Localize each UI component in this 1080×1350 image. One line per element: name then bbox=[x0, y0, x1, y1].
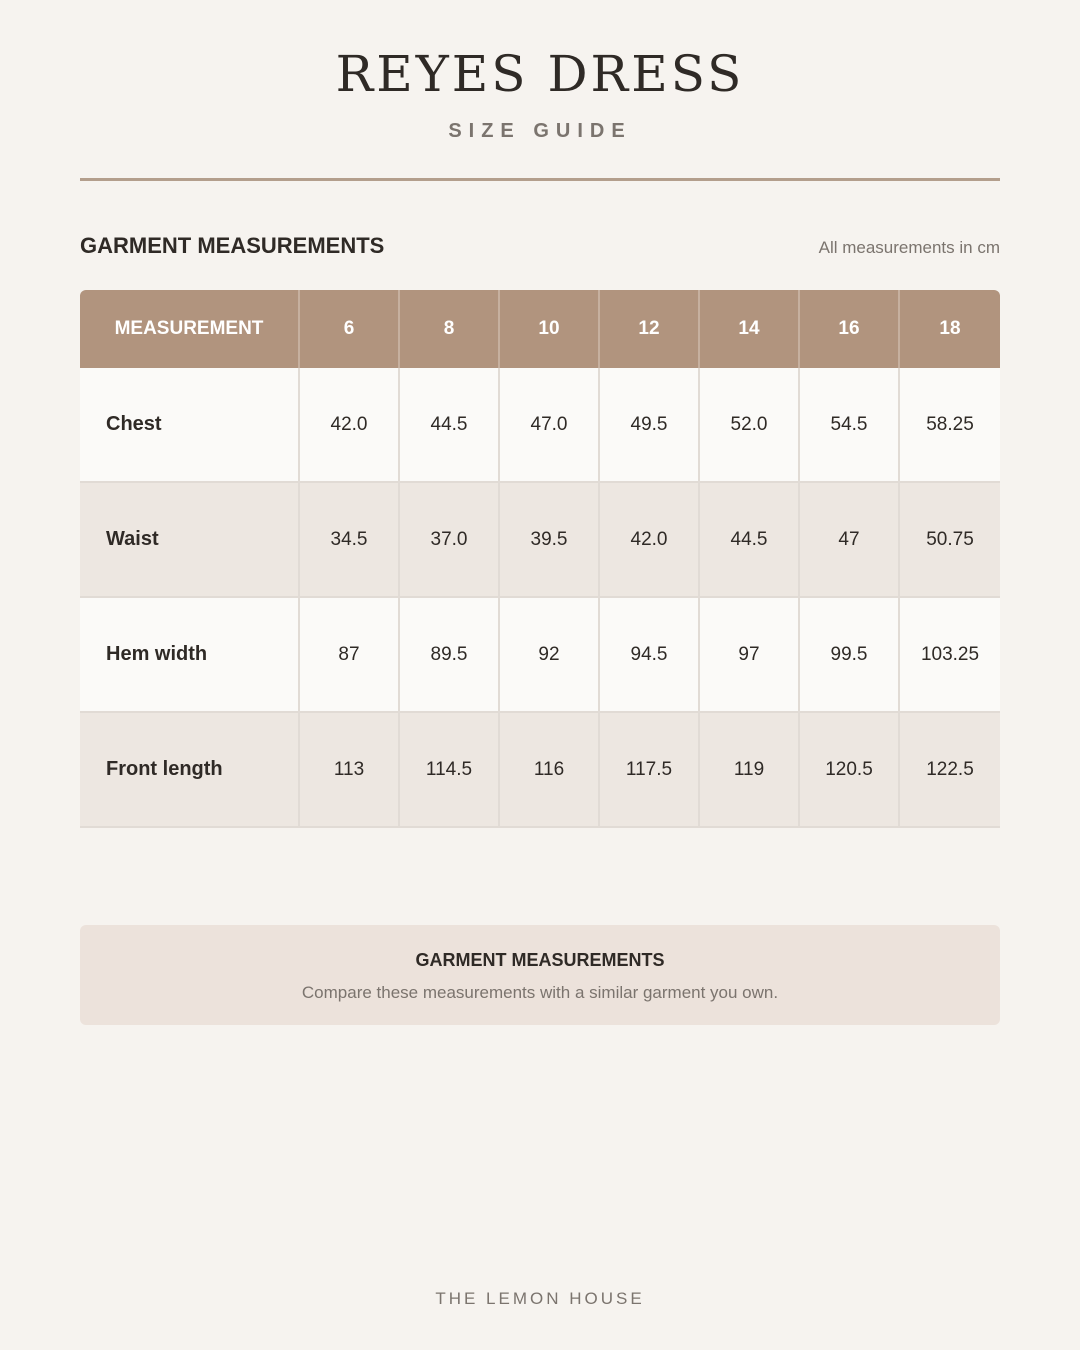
table-cell: 37.0 bbox=[400, 483, 500, 598]
column-header-measurement: MEASUREMENT bbox=[80, 290, 300, 368]
column-header-size: 12 bbox=[600, 290, 700, 368]
row-label: Front length bbox=[80, 713, 300, 828]
table-cell: 103.25 bbox=[900, 598, 1000, 713]
table-cell: 113 bbox=[300, 713, 400, 828]
table-cell: 119 bbox=[700, 713, 800, 828]
table-cell: 42.0 bbox=[300, 368, 400, 483]
column-header-size: 18 bbox=[900, 290, 1000, 368]
table-cell: 49.5 bbox=[600, 368, 700, 483]
row-label: Waist bbox=[80, 483, 300, 598]
table-cell: 87 bbox=[300, 598, 400, 713]
column-header-size: 16 bbox=[800, 290, 900, 368]
row-label: Hem width bbox=[80, 598, 300, 713]
table-cell: 52.0 bbox=[700, 368, 800, 483]
table-cell: 47 bbox=[800, 483, 900, 598]
table-cell: 114.5 bbox=[400, 713, 500, 828]
table-row bbox=[80, 598, 1000, 713]
section-title: GARMENT MEASUREMENTS bbox=[80, 233, 385, 258]
table-cell: 44.5 bbox=[700, 483, 800, 598]
header-divider bbox=[80, 178, 1000, 181]
table-cell: 39.5 bbox=[500, 483, 600, 598]
table-cell: 92 bbox=[500, 598, 600, 713]
note-text: Compare these measurements with a similar garment you own. bbox=[301, 983, 779, 1002]
table-cell: 34.5 bbox=[300, 483, 400, 598]
table-cell: 116 bbox=[500, 713, 600, 828]
table-cell: 58.25 bbox=[900, 368, 1000, 483]
table-cell: 42.0 bbox=[600, 483, 700, 598]
table-cell: 47.0 bbox=[500, 368, 600, 483]
page-subtitle: SIZE GUIDE bbox=[448, 120, 632, 142]
column-header-size: 14 bbox=[700, 290, 800, 368]
table-cell: 94.5 bbox=[600, 598, 700, 713]
column-header-size: 10 bbox=[500, 290, 600, 368]
table-cell: 50.75 bbox=[900, 483, 1000, 598]
table-cell: 89.5 bbox=[400, 598, 500, 713]
column-header-size: 6 bbox=[300, 290, 400, 368]
table-row bbox=[80, 483, 1000, 598]
row-label: Chest bbox=[80, 368, 300, 483]
note-box bbox=[80, 925, 1000, 1025]
unit-note: All measurements in cm bbox=[818, 238, 1000, 257]
table-cell: 117.5 bbox=[600, 713, 700, 828]
size-table bbox=[80, 290, 1000, 828]
table-cell: 97 bbox=[700, 598, 800, 713]
column-header-size: 8 bbox=[400, 290, 500, 368]
brand-footer: THE LEMON HOUSE bbox=[435, 1289, 645, 1308]
note-title: GARMENT MEASUREMENTS bbox=[415, 950, 665, 970]
table-cell: 120.5 bbox=[800, 713, 900, 828]
table-cell: 54.5 bbox=[800, 368, 900, 483]
table-cell: 122.5 bbox=[900, 713, 1000, 828]
page-title: REYES DRESS bbox=[335, 45, 745, 103]
table-header-row bbox=[80, 290, 1000, 368]
table-cell: 99.5 bbox=[800, 598, 900, 713]
table-row bbox=[80, 713, 1000, 828]
table-row bbox=[80, 368, 1000, 483]
table-cell: 44.5 bbox=[400, 368, 500, 483]
